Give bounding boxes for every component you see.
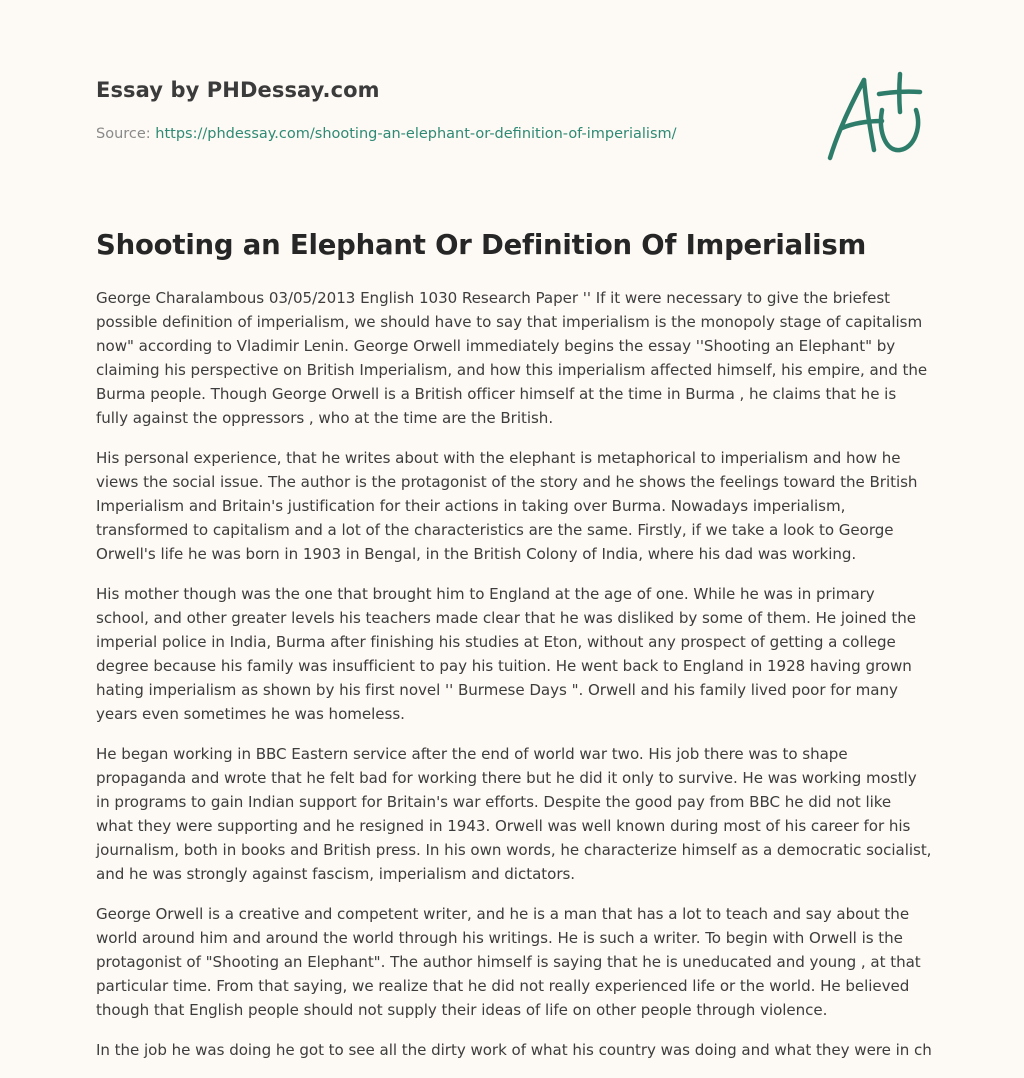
a-plus-grade-icon <box>822 66 928 166</box>
essay-paragraph: He began working in BBC Eastern service after the end of world war two. His job there was to shape propaganda and wrote that he felt bad for working there but he did it only to survive. He was working mostly in programs to gain Indian support for Britain's war efforts. Despite the good pay from BBC he did not like what they were supporting and he resigned in 1943. Orwell was well known during most of his career for his journalism, both in books and British press. In his own words, he characterize himself as a democratic socialist, and he was strongly against fascism, imperialism and dictators. <box>96 745 932 883</box>
source-line <box>96 124 796 144</box>
essay-paragraph: George Charalambous 03/05/2013 English 1030 Research Paper '' If it were necessary to give the briefest possible definition of imperialism, we should have to say that imperialism is the monopoly stage of capitalism now" according to Vladimir Lenin. George Orwell immediately begins the essay ''Shooting an Elephant" by claiming his perspective on British Imperialism, and how this imperialism affected himself, his empire, and the Burma people. Though George Orwell is a British officer himself at the time in Burma , he claims that he is fully against the oppressors , who at the time are the British. <box>96 289 928 427</box>
essay-paragraph: His mother though was the one that brought him to England at the age of one. While he was in primary school, and other greater levels his teachers made clear that he was disliked by some of them. He joined the imperial police in India, Burma after finishing his studies at Eton, without any prospect of getting a college degree because his family was insufficient to pay his tuition. He went back to England in 1928 having grown hating imperialism as shown by his first novel '' Burmese Days ". Orwell and his family lived poor for many years even sometimes he was homeless. <box>96 585 917 723</box>
essay-body <box>96 286 932 1078</box>
essay-title: Shooting an Elephant Or Definition Of Imperialism <box>96 229 867 261</box>
site-brand: Essay by PHDessay.com <box>96 78 380 102</box>
a-plus-logo-graphic <box>822 66 928 166</box>
essay-paragraph: George Orwell is a creative and competent writer, and he is a man that has a lot to teach and say about the world around him and around the world through his writings. He is such a writer. To begin with Orwell is the protagonist of "Shooting an Elephant". The author himself is saying that he is uneducated and young , at that particular time. From that saying, we realize that he did not really experienced life or the world. He believed though that English people should not supply their ideas of life on other people through violence. <box>96 905 921 1019</box>
source-label: Source: <box>96 126 156 142</box>
essay-paragraph-truncated: In the job he was doing he got to see all the dirty work of what his country was doing and what they were in ch <box>96 1041 932 1059</box>
source-link[interactable]: https://phdessay.com/shooting-an-elephant-or-definition-of-imperialism/ <box>155 126 677 142</box>
essay-paragraph: His personal experience, that he writes about with the elephant is metaphorical to imperialism and how he views the social issue. The author is the protagonist of the story and he shows the feelings toward the British Imperialism and Britain's justification for their actions in taking over Burma. Nowadays imperialism, transformed to capitalism and a lot of the characteristics are the same. Firstly, if we take a look to George Orwell's life he was born in 1903 in Bengal, in the British Colony of India, where his dad was working. <box>96 449 918 563</box>
page-header <box>96 74 796 144</box>
